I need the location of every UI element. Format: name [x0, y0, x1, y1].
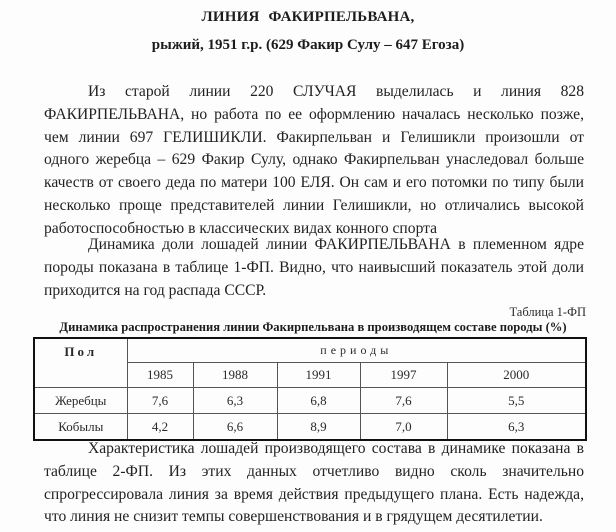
text-line: породы показана в таблице 1-ФП. Видно, что наивысший показатель этой доли	[44, 258, 584, 276]
table-cell: 8,9	[277, 414, 360, 440]
text-line: одного жеребца – 629 Факир Сулу, однако Факирпельван унаследовал больше	[44, 151, 584, 169]
table-cell: 5,5	[447, 388, 586, 414]
text-line: спрогрессировала линия за время действия предыдущего плана. Есть надежда,	[44, 485, 584, 503]
paragraph-dynamics	[44, 234, 584, 302]
table-cell: 6,8	[277, 388, 360, 414]
text-line: Характеристика лошадей производящего состава в динамике показана в	[88, 440, 584, 457]
text-line: приходится на год распада СССР.	[44, 281, 267, 299]
table-row	[34, 388, 586, 414]
table-cell: 7,6	[127, 388, 193, 414]
header-year: 2000	[447, 362, 586, 388]
table-label: Таблица 1-ФП	[509, 305, 586, 319]
header-year: 1997	[360, 362, 447, 388]
header-year: 1985	[127, 362, 193, 388]
row-label: Кобылы	[34, 414, 127, 440]
text-line: качеств от своего деда по матери 100 ЕЛЯ. Он сам и его потомки по типу были	[44, 174, 584, 192]
header-sex: Пол	[34, 338, 127, 388]
text-line: работоспособностью в классических видах конного спорта	[44, 219, 438, 237]
text-line: ФАКИРПЕЛЬВАНА, но работа по ее оформлению началась несколько позже,	[44, 105, 584, 123]
distribution-table	[33, 337, 587, 441]
text-line: что линия не снизит темпы совершенствования и в грядущем десятилетии.	[44, 508, 543, 526]
header-year: 1988	[193, 362, 277, 388]
text-line: таблице 2-ФП. Из этих данных отчетливо видно сколь значительно	[44, 462, 584, 480]
header-periods: периоды	[127, 338, 586, 362]
paragraph-characteristics	[44, 438, 584, 529]
table-cell: 6,3	[193, 388, 277, 414]
text-line: Из старой линии 220 СЛУЧАЯ выделилась и линия 828	[88, 83, 584, 100]
document-title: ЛИНИЯ ФАКИРПЕЛЬВАНА,	[201, 9, 415, 25]
header-year: 1991	[277, 362, 360, 388]
table-header-row	[34, 338, 586, 362]
text-line: чем линии 697 ГЕЛИШИКЛИ. Факирпельван и Гелишикли произошли от	[44, 128, 584, 146]
table-cell: 7,6	[360, 388, 447, 414]
text-line: Динамика доли лошадей линии ФАКИРПЕЛЬВАНА в племенном ядре	[88, 236, 584, 253]
table-cell: 4,2	[127, 414, 193, 440]
document-subtitle: рыжий, 1951 г.р. (629 Факир Сулу – 647 Егоза)	[151, 37, 465, 53]
table-cell: 6,6	[193, 414, 277, 440]
paragraph-intro	[44, 81, 584, 241]
table-caption: Динамика распространения линии Факирпельвана в производящем составе породы (%)	[59, 320, 567, 334]
row-label: Жеребцы	[34, 388, 127, 414]
table-row	[34, 414, 586, 440]
table-cell: 6,3	[447, 414, 586, 440]
text-line: несколько проще представителей линии Гелишикли, но отличались высокой	[44, 196, 584, 214]
table-cell: 7,0	[360, 414, 447, 440]
